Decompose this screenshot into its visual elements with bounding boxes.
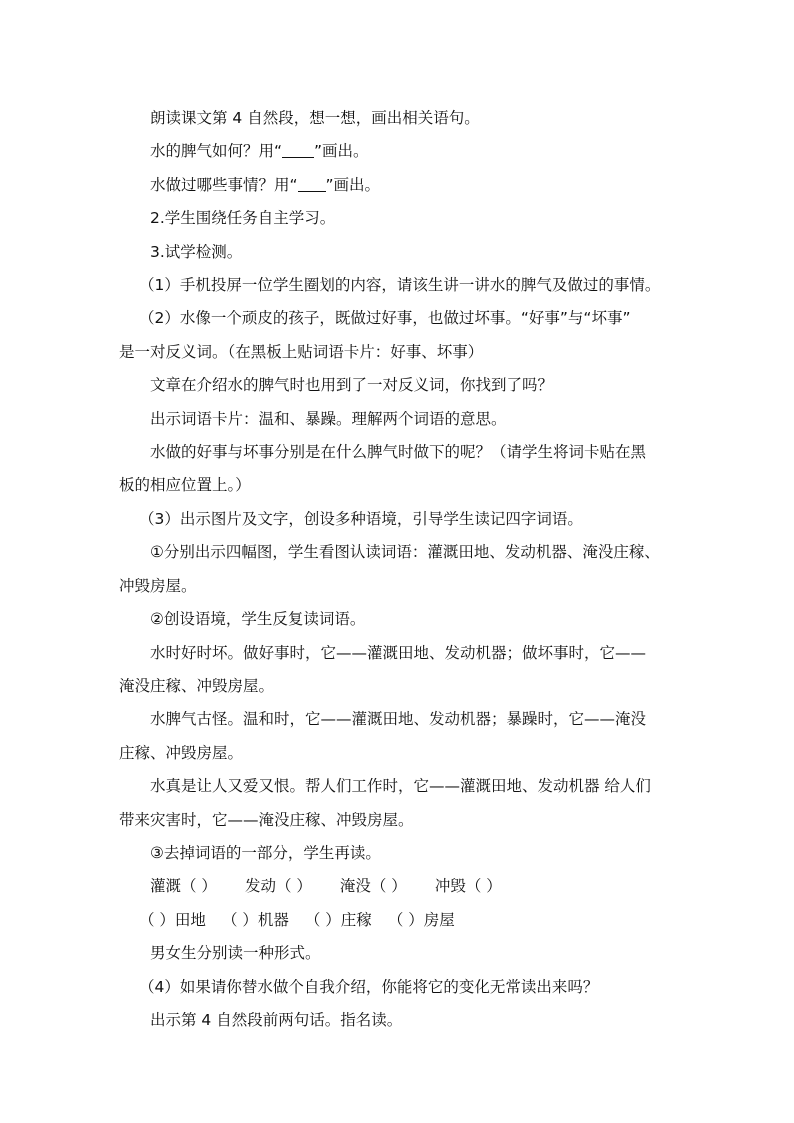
paragraph: ②创设语境，学生反复读词语。 [150,610,366,629]
paragraph: （3）出示图片及文字，创设多种语境，引导学生读记四字词语。 [139,509,583,528]
fill-item: 冲毁（ ） [434,877,502,896]
paragraph-continued: 淹没庄稼、冲毁房屋。 [119,676,275,695]
paragraph: 水的脾气如何？用“ ”画出。 [150,142,369,161]
paragraph: 出示词语卡片：温和、暴躁。理解两个词语的意思。 [150,409,507,428]
fill-item: 发动（ ） [244,877,312,896]
underline-blank [282,142,314,159]
paragraph: （1）手机投屏一位学生圈划的内容，请该生讲一讲水的脾气及做过的事情。 [139,276,661,295]
paragraph: （2）水像一个顽皮的孩子，既做过好事，也做过坏事。“好事”与“坏事” [139,309,631,328]
paragraph: 2.学生围绕任务自主学习。 [150,209,336,228]
paragraph-continued: 冲毁房屋。 [119,576,197,595]
paragraph: 水做过哪些事情？用“ ”画出。 [150,175,381,194]
fill-item: （ ）田地 [139,910,206,929]
paragraph-continued: 带来灾害时，它——淹没庄稼、冲毁房屋。 [119,810,414,829]
paragraph: 水做的好事与坏事分别是在什么脾气时做下的呢？（请学生将词卡贴在黑 [150,443,647,462]
paragraph-continued: 板的相应位置上。） [119,476,251,495]
paragraph: ③去掉词语的一部分，学生再读。 [150,843,381,862]
fill-item: （ ）房屋 [387,910,455,929]
fill-in-row-1 [119,870,679,903]
paragraph: 文章在介绍水的脾气时也用到了一对反义词，你找到了吗？ [150,376,554,395]
fill-item: 淹没（ ） [339,877,407,896]
paragraph: 水脾气古怪。温和时，它——灌溉田地、发动机器；暴躁时，它——淹没 [150,710,647,729]
paragraph: 朗读课文第 4 自然段，想一想，画出相关语句。 [150,109,480,127]
fill-item: 灌溉（ ） [150,877,217,896]
paragraph: 男女生分别读一种形式。 [150,944,321,963]
lesson-text [119,102,679,1037]
underline-blank [298,175,326,192]
paragraph-continued: 庄稼、冲毁房屋。 [119,743,244,762]
fill-item: （ ）庄稼 [304,910,372,929]
paragraph: 出示第 4 自然段前两句话。指名读。 [150,1010,403,1029]
paragraph: 水时好时坏。做好事时，它——灌溉田地、发动机器；做坏事时，它—— [150,643,647,662]
paragraph-continued: 是一对反义词。（在黑板上贴词语卡片：好事、坏事） [119,342,484,361]
paragraph: 3.试学检测。 [150,242,243,261]
paragraph: （4）如果请你替水做个自我介绍，你能将它的变化无常读出来吗？ [139,977,599,996]
paragraph: 水真是让人又爱又恨。帮人们工作时，它——灌溉田地、发动机器 给人们 [150,777,651,796]
fill-in-row-2 [119,904,679,937]
paragraph: ①分别出示四幅图，学生看图认读词语：灌溉田地、发动机器、淹没庄稼、 [150,543,660,562]
fill-item: （ ）机器 [221,910,289,929]
